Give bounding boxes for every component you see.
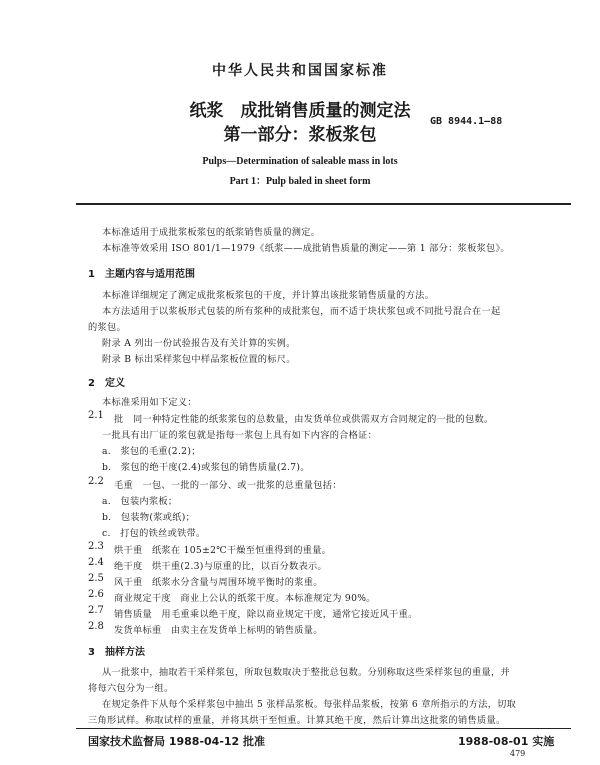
gb-standard-number: GB 8944.1—88: [430, 116, 503, 127]
section-1-paragraph: 本方法适用于以浆板形式包装的所有浆种的成批浆包，而不适于块状浆包或不同批号混合在一起: [102, 306, 501, 317]
clause-text: 批 同一种特定性能的纸浆浆包的总数量，由发货单位或供需双方合同规定的一批的包数。: [114, 414, 494, 425]
clause-number: 2.7: [88, 605, 104, 616]
section-1-paragraph: 的浆包。: [88, 322, 126, 333]
section-1-paragraph: 本标准详细规定了测定成批浆板浆包的干度，并计算出该批浆销售质量的方法。: [102, 290, 435, 301]
clause-number: 2.8: [88, 621, 104, 632]
clause-text: 烘干重 纸浆在 105±2℃干燥至恒重得到的重量。: [114, 545, 332, 556]
section-2-lead: 本标准采用如下定义：: [102, 397, 197, 408]
footer-divider: [76, 728, 571, 729]
clause-text: 毛重 一包、一批的一部分、或一批浆的总重量包括：: [114, 480, 342, 491]
section-2-heading: 2 定义: [88, 378, 125, 389]
clause-number: 2.6: [88, 589, 104, 600]
section-1-paragraph: 附录 A 列出一份试验报告及有关计算的实例。: [102, 338, 296, 349]
section-3-paragraph: 从一批浆中，抽取若干采样浆包，所取包数取决于整批总包数。分别称取这些采样浆包的重量，并: [102, 667, 510, 678]
list-item: a. 包装内浆板；: [102, 496, 178, 507]
clause-text: 绝干度 烘干重(2.3)与原重的比，以百分数表示。: [114, 561, 328, 572]
section-3-paragraph: 三角形试样。称取试样的重量，并将其烘干至恒重。计算其绝干度，然后计算出这批浆的销售质量。: [88, 715, 506, 726]
clause-number: 2.3: [88, 541, 104, 552]
intro-iso-line: 本标准等效采用 ISO 801/1—1979《纸浆——成批销售质量的测定——第 1 部分：浆板浆包》。: [102, 243, 510, 254]
clause-text: 风干重 纸浆水分含量与周围环境平衡时的浆重。: [114, 577, 323, 588]
list-item: c. 打包的铁丝或铁带。: [102, 528, 206, 539]
section-3-heading: 3 抽样方法: [88, 647, 145, 658]
clause-number: 2.1: [88, 410, 104, 421]
section-3-paragraph: 将每六包分为一组。: [88, 683, 174, 694]
section-1-paragraph: 附录 B 标出采样浆包中样品浆板位置的标尺。: [102, 354, 296, 365]
section-3-paragraph: 在规定条件下从每个采样浆包中抽出 5 张样品浆板。每张样品浆板，按第 6 章所指示的方法，切取: [102, 699, 517, 710]
clause-text: 商业规定干度 商业上公认的纸浆干度。本标准规定为 90%。: [114, 593, 376, 604]
clause-number: 2.5: [88, 573, 104, 584]
intro-scope-line: 本标准适用于成批浆板浆包的纸浆销售质量的测定。: [102, 227, 321, 238]
clause-text: 一批具有出厂证的浆包就是指每一浆包上具有如下内容的合格证：: [102, 430, 378, 441]
clause-number: 2.4: [88, 557, 104, 568]
list-item: b. 包装物(浆或纸)；: [102, 512, 196, 523]
implementation-date: 1988-08-01 实施: [458, 735, 555, 748]
header-divider: [76, 203, 571, 205]
section-1-heading: 1 主题内容与适用范围: [88, 269, 195, 280]
list-item: b. 浆包的绝干度(2.4)或浆包的销售质量(2.7)。: [102, 462, 310, 473]
english-title: Pulps—Determination of saleable mass in lots: [202, 156, 398, 167]
document-title: 纸浆 成批销售质量的测定法: [189, 101, 411, 121]
document-subtitle: 第一部分：浆板浆包: [223, 125, 377, 145]
clause-text: 发货单标重 由卖主在发货单上标明的销售质量。: [114, 625, 323, 636]
clause-number: 2.2: [88, 476, 104, 487]
english-subtitle: Part 1：Pulp baled in sheet form: [229, 176, 371, 187]
national-standard-heading: 中华人民共和国国家标准: [212, 63, 388, 79]
page-number: 479: [510, 749, 526, 758]
list-item: a. 浆包的毛重(2.2)；: [102, 446, 201, 457]
approval-date: 国家技术监督局 1988-04-12 批准: [88, 735, 266, 748]
clause-text: 销售质量 用毛重乘以绝干度，除以商业规定干度，通常它接近风干重。: [114, 609, 418, 620]
